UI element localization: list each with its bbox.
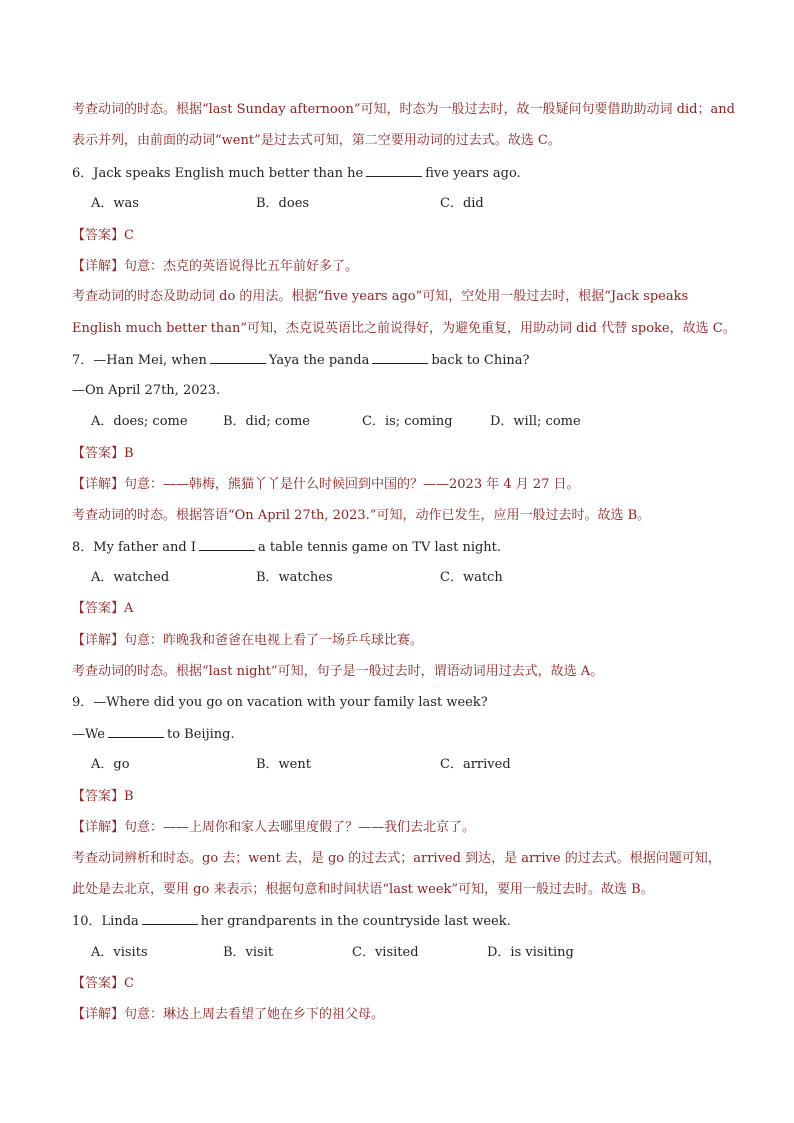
question-8 [72, 538, 501, 557]
question-6-stem-end: five years ago. [425, 166, 521, 181]
option-b: B．watches [256, 570, 333, 585]
answer-q8: 【答案】A [72, 601, 134, 616]
question-6 [72, 164, 521, 183]
question-8-stem-start: 8．My father and I [72, 540, 196, 555]
question-7-stem-end: back to China? [431, 353, 530, 368]
option-c: C．watch [440, 570, 503, 585]
answer-blank [108, 725, 164, 738]
answer-q7: 【答案】B [72, 446, 134, 461]
detail-q7: 【详解】句意：——韩梅，熊猫丫丫是什么时候回到中国的？——2023 年 4 月 27 日。 [72, 477, 580, 492]
option-c: C．is; coming [362, 414, 453, 429]
explanation-q5-line2: 表示并列，由前面的动词“went”是过去式可知，第二空要用动词的过去式。故选 C。 [72, 133, 561, 148]
option-d: D．will; come [490, 414, 581, 429]
question-9-reply-start: —We [72, 727, 105, 742]
option-c: C．arrived [440, 757, 511, 772]
explanation-q6-line2: English much better than”可知，杰克说英语比之前说得好，为避免重复，用助动词 did 代替 spoke，故选 C。 [72, 321, 736, 336]
answer-q6: 【答案】C [72, 228, 134, 243]
question-10-stem-end: her grandparents in the countryside last week. [200, 914, 511, 929]
answer-blank [210, 351, 266, 364]
explanation-q9-line2: 此处是去北京，要用 go 来表示；根据句意和时间状语“last week”可知，要用一般过去时。故选 B。 [72, 882, 654, 897]
question-8-stem-end: a table tennis game on TV last night. [257, 540, 502, 555]
answer-q9: 【答案】B [72, 789, 134, 804]
option-c: C．visited [352, 945, 419, 960]
answer-blank [199, 538, 255, 551]
option-a: A．go [91, 757, 130, 772]
option-d: D．is visiting [487, 945, 574, 960]
option-a: A．watched [91, 570, 170, 585]
answer-blank [366, 164, 422, 177]
answer-blank [372, 351, 428, 364]
option-a: A．does; come [91, 414, 188, 429]
question-7-stem-mid: Yaya the panda [268, 353, 370, 368]
detail-q9: 【详解】句意：——上周你和家人去哪里度假了？——我们去北京了。 [72, 820, 476, 835]
option-b: B．went [256, 757, 311, 772]
question-10-stem-start: 10．Linda [72, 914, 139, 929]
detail-q10: 【详解】句意：琳达上周去看望了她在乡下的祖父母。 [72, 1007, 385, 1022]
answer-q10: 【答案】C [72, 976, 134, 991]
option-b: B．visit [223, 945, 274, 960]
explanation-q6-line1: 考查动词的时态及助动词 do 的用法。根据“five years ago”可知，空处用一般过去时，根据“Jack speaks [72, 289, 689, 304]
answer-blank [142, 912, 198, 925]
explanation-q7: 考查动词的时态。根据答语“On April 27th, 2023.”可知，动作已发生，应用一般过去时。故选 B。 [72, 508, 651, 523]
question-7 [72, 351, 529, 370]
detail-q8: 【详解】句意：昨晚我和爸爸在电视上看了一场乒乓球比赛。 [72, 633, 424, 648]
option-b: B．did; come [223, 414, 310, 429]
explanation-q8: 考查动词的时态。根据“last night”可知，句子是一般过去时，谓语动词用过去式，故选 A。 [72, 664, 604, 679]
question-9-reply [72, 725, 235, 744]
option-a: A．visits [91, 945, 148, 960]
question-9: 9．—Where did you go on vacation with your family last week? [72, 695, 488, 710]
option-c: C．did [440, 196, 484, 211]
detail-q6: 【详解】句意：杰克的英语说得比五年前好多了。 [72, 259, 359, 274]
question-6-stem-start: 6．Jack speaks English much better than he [72, 166, 364, 181]
explanation-q5-line1: 考查动词的时态。根据“last Sunday afternoon”可知，时态为一般过去时，故一般疑问句要借助助动词 did；and [72, 102, 735, 117]
option-a: A．was [91, 196, 139, 211]
question-7-stem-start: 7．—Han Mei, when [72, 353, 207, 368]
question-10 [72, 912, 511, 931]
question-9-reply-end: to Beijing. [167, 727, 235, 742]
explanation-q9-line1: 考查动词辨析和时态。go 去；went 去，是 go 的过去式；arrived 到达，是 arrive 的过去式。根据问题可知， [72, 851, 721, 866]
option-b: B．does [256, 196, 310, 211]
question-7-reply: —On April 27th, 2023. [72, 383, 221, 398]
